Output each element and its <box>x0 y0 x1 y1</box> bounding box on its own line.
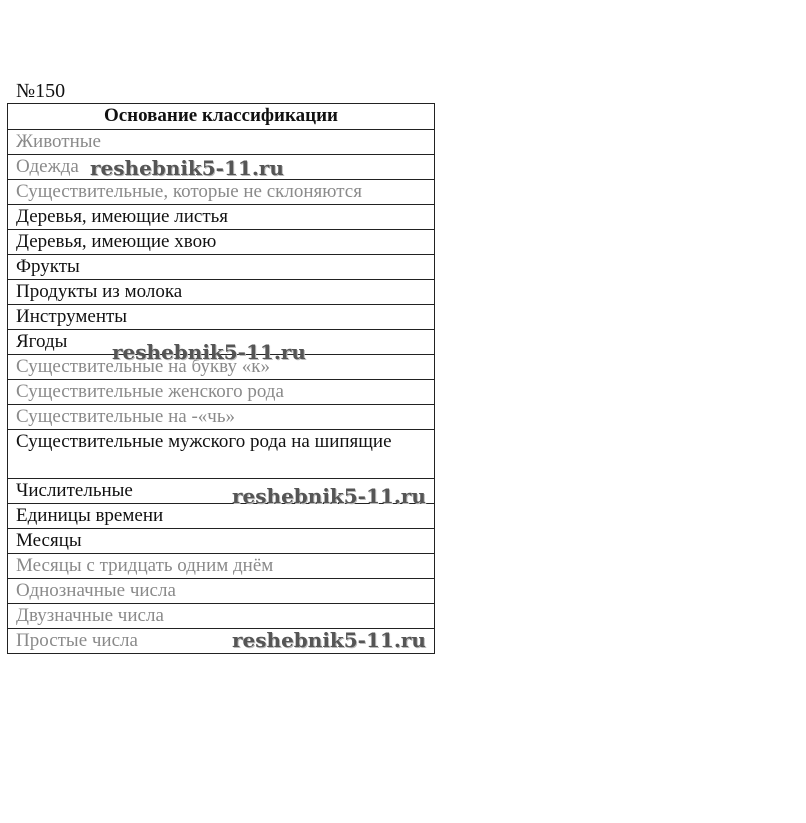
table-cell: Одежда <box>8 155 435 180</box>
table-cell: Существительные на букву «к» <box>8 355 435 380</box>
watermark: reshebnik5-11.ru <box>232 484 426 508</box>
table-row <box>8 479 435 504</box>
table-cell: Существительные мужского рода на шипящие <box>8 430 435 479</box>
table-cell: Месяцы <box>8 529 435 554</box>
table-row <box>8 380 435 405</box>
table-row <box>8 280 435 305</box>
table-row <box>8 405 435 430</box>
table-row <box>8 255 435 280</box>
table-cell: Продукты из молока <box>8 280 435 305</box>
table-cell: Существительные женского рода <box>8 380 435 405</box>
watermark: reshebnik5-11.ru <box>112 340 306 364</box>
table-header-row <box>8 104 435 130</box>
table-row <box>8 355 435 380</box>
table-cell: Двузначные числа <box>8 604 435 629</box>
table-cell: Ягоды <box>8 330 435 355</box>
table-cell: Месяцы с тридцать одним днём <box>8 554 435 579</box>
table-row <box>8 430 435 479</box>
table-cell: Деревья, имеющие хвою <box>8 230 435 255</box>
table-cell: Инструменты <box>8 305 435 330</box>
table-cell: Единицы времени <box>8 504 435 529</box>
classification-table <box>7 103 435 654</box>
table-row <box>8 504 435 529</box>
table-row <box>8 155 435 180</box>
table-row <box>8 604 435 629</box>
watermark: reshebnik5-11.ru <box>232 628 426 652</box>
table-row <box>8 330 435 355</box>
table-row <box>8 554 435 579</box>
table-cell: Простые числа <box>8 629 435 654</box>
table-row <box>8 230 435 255</box>
table-cell: Однозначные числа <box>8 579 435 604</box>
table-cell: Существительные на -«чь» <box>8 405 435 430</box>
task-number: №150 <box>16 80 66 102</box>
table-header: Основание классификации <box>8 104 435 130</box>
table-row <box>8 180 435 205</box>
table-row <box>8 205 435 230</box>
table-row <box>8 305 435 330</box>
watermark: reshebnik5-11.ru <box>90 156 284 180</box>
table-cell: Животные <box>8 130 435 155</box>
table-row <box>8 529 435 554</box>
table-cell: Числительные <box>8 479 435 504</box>
table-cell: Деревья, имеющие листья <box>8 205 435 230</box>
table-cell: Фрукты <box>8 255 435 280</box>
table-cell: Существительные, которые не склоняются <box>8 180 435 205</box>
table-row <box>8 130 435 155</box>
table-row <box>8 629 435 654</box>
table-row <box>8 579 435 604</box>
